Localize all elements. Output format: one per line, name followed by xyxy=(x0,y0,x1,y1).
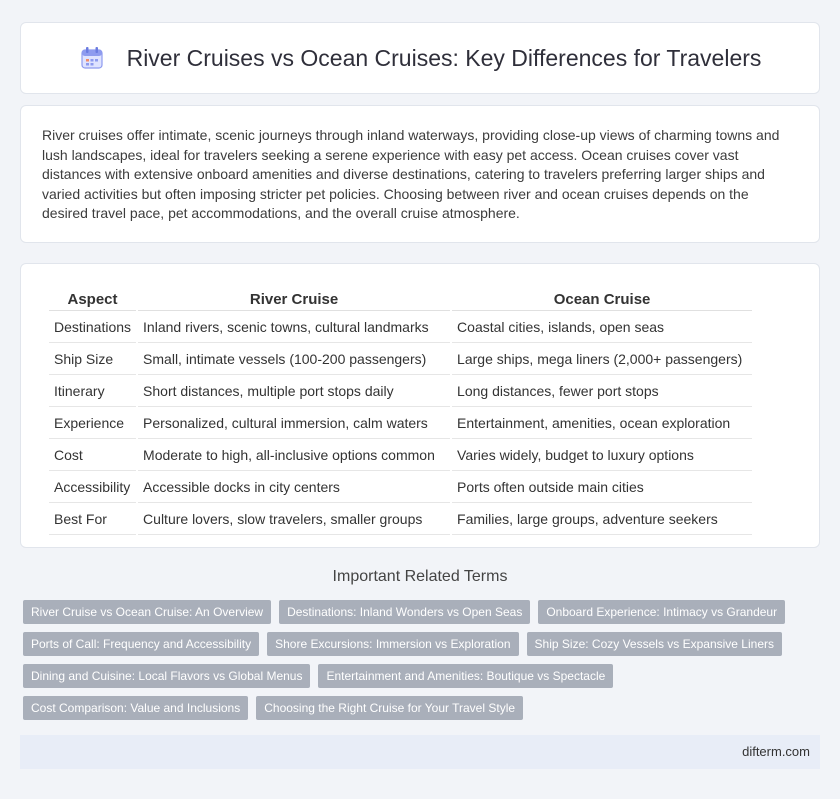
cell-river: Small, intimate vessels (100-200 passengers) xyxy=(138,345,450,375)
header-card xyxy=(20,22,820,94)
table-row xyxy=(49,441,752,471)
cell-aspect: Ship Size xyxy=(49,345,136,375)
cell-aspect: Accessibility xyxy=(49,473,136,503)
footer xyxy=(20,735,820,769)
comparison-table xyxy=(47,282,754,537)
cell-ocean: Coastal cities, islands, open seas xyxy=(452,313,752,343)
cell-aspect: Experience xyxy=(49,409,136,439)
calendar-icon xyxy=(79,45,105,71)
cell-ocean: Varies widely, budget to luxury options xyxy=(452,441,752,471)
cell-ocean: Entertainment, amenities, ocean exploration xyxy=(452,409,752,439)
cell-ocean: Long distances, fewer port stops xyxy=(452,377,752,407)
header-aspect: Aspect xyxy=(49,284,136,311)
cell-ocean: Large ships, mega liners (2,000+ passengers) xyxy=(452,345,752,375)
intro-card xyxy=(20,105,820,243)
cell-ocean: Families, large groups, adventure seekers xyxy=(452,505,752,535)
related-tag[interactable]: Ship Size: Cozy Vessels vs Expansive Liners xyxy=(527,632,782,656)
cell-river: Short distances, multiple port stops daily xyxy=(138,377,450,407)
related-tag[interactable]: Entertainment and Amenities: Boutique vs Spectacle xyxy=(318,664,613,688)
cell-aspect: Cost xyxy=(49,441,136,471)
cell-river: Personalized, cultural immersion, calm waters xyxy=(138,409,450,439)
cell-aspect: Itinerary xyxy=(49,377,136,407)
related-tag[interactable]: Dining and Cuisine: Local Flavors vs Global Menus xyxy=(23,664,310,688)
table-row xyxy=(49,313,752,343)
page-title: River Cruises vs Ocean Cruises: Key Differences for Travelers xyxy=(126,44,762,71)
comparison-card xyxy=(20,263,820,548)
cell-ocean: Ports often outside main cities xyxy=(452,473,752,503)
cell-aspect: Best For xyxy=(49,505,136,535)
cell-river: Inland rivers, scenic towns, cultural landmarks xyxy=(138,313,450,343)
table-row xyxy=(49,377,752,407)
header-ocean: Ocean Cruise xyxy=(452,284,752,311)
related-tag[interactable]: River Cruise vs Ocean Cruise: An Overview xyxy=(23,600,271,624)
table-row xyxy=(49,409,752,439)
related-terms-title: Important Related Terms xyxy=(332,568,508,585)
header-river: River Cruise xyxy=(138,284,450,311)
table-row xyxy=(49,345,752,375)
related-tags xyxy=(23,600,823,728)
table-row xyxy=(49,505,752,535)
related-tag[interactable]: Destinations: Inland Wonders vs Open Seas xyxy=(279,600,530,624)
footer-site[interactable]: difterm.com xyxy=(742,744,810,759)
related-tag[interactable]: Shore Excursions: Immersion vs Exploration xyxy=(267,632,518,656)
cell-river: Moderate to high, all-inclusive options common xyxy=(138,441,450,471)
cell-river: Culture lovers, slow travelers, smaller groups xyxy=(138,505,450,535)
related-tag[interactable]: Ports of Call: Frequency and Accessibility xyxy=(23,632,259,656)
intro-paragraph: River cruises offer intimate, scenic journeys through inland waterways, providing close-up views of charming towns and lush landscapes, ideal for travelers seeking a serene experience with easy pet access. Ocean cruises cover vast distances with extensive onboard amenities and diverse destinations, catering to travelers preferring larger ships and varied activities but often imposing stricter pet policies. Choosing between river and ocean cruises depends on the desired travel pace, pet accommodations, and the overall cruise atmosphere. xyxy=(42,127,780,222)
related-tag[interactable]: Cost Comparison: Value and Inclusions xyxy=(23,696,248,720)
cell-aspect: Destinations xyxy=(49,313,136,343)
related-tag[interactable]: Onboard Experience: Intimacy vs Grandeur xyxy=(538,600,785,624)
table-header-row xyxy=(49,284,752,311)
related-tag[interactable]: Choosing the Right Cruise for Your Travel Style xyxy=(256,696,523,720)
table-row xyxy=(49,473,752,503)
cell-river: Accessible docks in city centers xyxy=(138,473,450,503)
